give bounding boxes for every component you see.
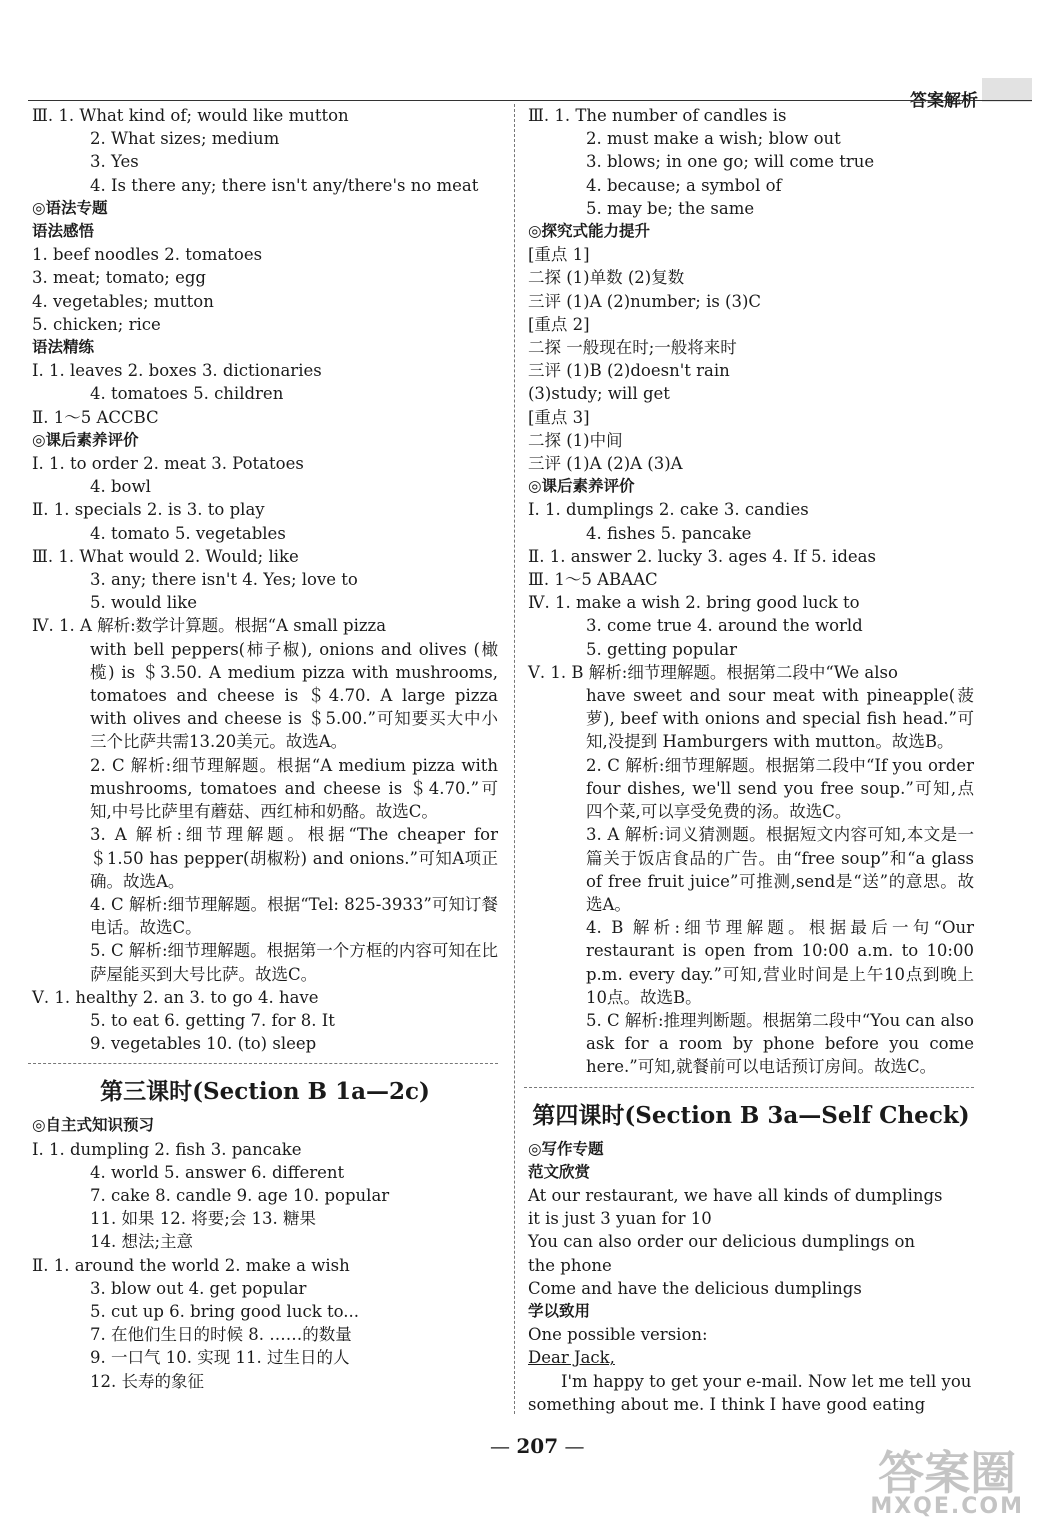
- right-column: [528, 104, 974, 1416]
- answer-line: 9. 一口气 10. 实现 11. 过生日的人: [90, 1348, 350, 1368]
- answer-line: 4. world 5. answer 6. different: [90, 1162, 345, 1182]
- answer-line: 12. 长寿的象征: [90, 1371, 204, 1391]
- answer-line: 9. vegetables 10. (to) sleep: [90, 1034, 317, 1054]
- answer-line: the phone: [528, 1255, 612, 1275]
- answer-line: Ⅲ. 1. The number of candles is: [528, 106, 787, 125]
- answer-line: Ⅲ. 1. What would 2. Would; like: [32, 546, 299, 566]
- explanation-paragraph: with bell peppers(柿子椒), onions and olives (橄榄) is ＄3.50. A medium pizza with mushrooms, tomatoes and cheese is ＄4.70. A large pizza with olives and cheese is ＄5.00.”可知要买大中小三个比萨共需13.20美元。故选A。: [90, 639, 498, 752]
- answer-line: 7. cake 8. candle 9. age 10. popular: [90, 1185, 390, 1205]
- explanation-paragraph: 5. C 解析:推理判断题。根据第二段中“You can also ask for a room by phone before you come here.”可知,就餐前可以电话预订房间。故选C。: [586, 1010, 974, 1077]
- answer-line: 2. must make a wish; blow out: [586, 129, 841, 149]
- section-separator: [28, 1063, 498, 1064]
- watermark-logo: [870, 1446, 1024, 1519]
- answer-line: [重点 3]: [528, 407, 590, 427]
- answer-line: Ⅴ. 1. healthy 2. an 3. to go 4. have: [32, 987, 319, 1007]
- answer-line: Ⅳ. 1. make a wish 2. bring good luck to: [528, 593, 860, 613]
- answer-line: You can also order our delicious dumplings on: [528, 1232, 916, 1252]
- explanation-paragraph: 4. B 解析:细节理解题。根据最后一句“Our restaurant is open from 10:00 a.m. to 10:00 p.m. every day.”可知,营业时间是上午10点到晚上10点。故选B。: [586, 918, 974, 1007]
- answer-line: 5. to eat 6. getting 7. for 8. It: [90, 1010, 335, 1030]
- answer-line: 4. tomatoes 5. children: [90, 384, 284, 404]
- watermark-text: 答案圈: [878, 1446, 1017, 1500]
- section-heading: 语法感悟: [32, 222, 95, 241]
- section-separator: [524, 1087, 974, 1088]
- answer-line: Ⅰ. 1. dumplings 2. cake 3. candies: [528, 500, 809, 520]
- letter-salutation: Dear Jack,: [528, 1348, 615, 1368]
- section-heading: ◎自主式知识预习: [32, 1116, 155, 1135]
- header-title: 答案解析: [910, 91, 978, 111]
- answer-line: 4. vegetables; mutton: [32, 291, 214, 311]
- answer-line: 3. blows; in one go; will come true: [586, 152, 875, 172]
- answer-line: 5. getting popular: [586, 639, 737, 659]
- answer-line: [重点 1]: [528, 245, 590, 265]
- answer-line: Ⅴ. 1. B 解析:细节理解题。根据第二段中“We also: [528, 662, 898, 682]
- section-heading: ◎写作专题: [528, 1139, 604, 1158]
- answer-line: At our restaurant, we have all kinds of dumplings: [528, 1185, 943, 1205]
- explanation-paragraph: 2. C 解析:细节理解题。根据第二段中“If you order four dishes, we'll send you free soup.”可知,点四个菜,可以享受免费的汤。故选C。: [586, 755, 974, 822]
- answer-line: Ⅱ. 1～5 ACCBC: [32, 407, 159, 427]
- answer-line: Ⅱ. 1. answer 2. lucky 3. ages 4. If 5. ideas: [528, 546, 876, 566]
- answer-line: 三评 (1)A (2)number; is (3)C: [528, 291, 762, 311]
- answer-line: 3. blow out 4. get popular: [90, 1278, 307, 1298]
- section-heading: 学以致用: [528, 1301, 591, 1320]
- section-heading: ◎探究式能力提升: [528, 222, 651, 241]
- section-heading: ◎课后素养评价: [32, 430, 139, 449]
- answer-line: (3)study; will get: [528, 384, 670, 404]
- letter-body: I'm happy to get your e-mail. Now let me tell you something about me. I think I have good eating: [528, 1371, 972, 1414]
- answer-line: 5. cut up 6. bring good luck to...: [90, 1301, 359, 1321]
- answer-line: 2. What sizes; medium: [90, 129, 280, 149]
- answer-line: 4. bowl: [90, 477, 151, 497]
- answer-line: it is just 3 yuan for 10: [528, 1209, 712, 1229]
- answer-line: Ⅰ. 1. dumpling 2. fish 3. pancake: [32, 1139, 302, 1159]
- explanation-paragraph: have sweet and sour meat with pineapple(菠萝), beef with onions and special fish head.”可知,没提到 Hamburgers with mutton。故选B。: [586, 686, 974, 752]
- lesson-title: 第三课时(Section B 1a—2c): [100, 1078, 430, 1106]
- explanation-paragraph: 5. C 解析:细节理解题。根据第一个方框的内容可知在比萨屋能买到大号比萨。故选C。: [90, 941, 498, 984]
- explanation-paragraph: 2. C 解析:细节理解题。根据“A medium pizza with mushrooms, tomatoes and cheese is ＄4.70.”可知,中号比萨里有蘑菇、西红柿和奶酪。故选C。: [90, 755, 498, 822]
- explanation-paragraph: 3. A 解析:细节理解题。根据“The cheaper for ＄1.50 has pepper(胡椒粉) and onions.”可知A项正确。故选A。: [90, 825, 498, 891]
- left-column: [32, 104, 498, 1393]
- lesson-title: 第四课时(Section B 3a—Self Check): [532, 1101, 970, 1129]
- answer-line: Come and have the delicious dumplings: [528, 1278, 862, 1298]
- answer-line: 3. come true 4. around the world: [586, 616, 863, 636]
- header-decor-box: [982, 78, 1032, 102]
- answer-line: 3. any; there isn't 4. Yes; love to: [90, 570, 358, 590]
- answer-line: Ⅲ. 1. What kind of; would like mutton: [32, 106, 349, 125]
- answer-line: 三评 (1)B (2)doesn't rain: [528, 361, 730, 381]
- answer-line: One possible version:: [528, 1325, 708, 1345]
- answer-line: 4. tomato 5. vegetables: [90, 523, 286, 543]
- answer-line: [重点 2]: [528, 314, 590, 334]
- answer-line: Ⅳ. 1. A 解析:数学计算题。根据“A small pizza: [32, 616, 387, 636]
- answer-line: 7. 在他们生日的时候 8. ……的数量: [90, 1325, 352, 1345]
- answer-line: 二探 一般现在时;一般将来时: [528, 338, 737, 358]
- answer-line: Ⅱ. 1. around the world 2. make a wish: [32, 1255, 350, 1275]
- answer-line: 二探 (1)单数 (2)复数: [528, 268, 685, 288]
- answer-line: 5. would like: [90, 593, 198, 613]
- section-heading: 范文欣赏: [528, 1162, 591, 1181]
- section-heading: ◎课后素养评价: [528, 477, 635, 496]
- answer-line: 三评 (1)A (2)A (3)A: [528, 454, 683, 474]
- answer-line: 14. 想法;主意: [90, 1232, 194, 1252]
- answer-line: 4. Is there any; there isn't any/there's no meat: [90, 175, 479, 195]
- answer-line: 5. may be; the same: [586, 198, 755, 218]
- explanation-paragraph: 3. A 解析:词义猜测题。根据短文内容可知,本文是一篇关于饭店食品的广告。由“free soup”和“a glass of free fruit juice”可推测,send是“送”的意思。故选A。: [586, 825, 974, 914]
- explanation-paragraph: 4. C 解析:细节理解题。根据“Tel: 825-3933”可知订餐电话。故选C。: [90, 894, 498, 938]
- section-heading: 语法精练: [32, 338, 95, 357]
- answer-line: Ⅰ. 1. leaves 2. boxes 3. dictionaries: [32, 361, 322, 381]
- answer-line: 1. beef noodles 2. tomatoes: [32, 245, 263, 265]
- answer-line: 3. Yes: [90, 152, 139, 172]
- answer-line: 11. 如果 12. 将要;会 13. 糖果: [90, 1209, 317, 1229]
- answer-line: Ⅰ. 1. to order 2. meat 3. Potatoes: [32, 454, 304, 474]
- answer-line: 4. fishes 5. pancake: [586, 523, 752, 543]
- answer-line: 二探 (1)中间: [528, 430, 623, 450]
- header-rule: [28, 100, 1032, 101]
- answer-line: Ⅱ. 1. specials 2. is 3. to play: [32, 500, 265, 520]
- page-number: — 207 —: [490, 1434, 584, 1458]
- watermark-url: MXQE.COM: [870, 1494, 1024, 1519]
- column-divider: [514, 104, 515, 1414]
- answer-line: Ⅲ. 1～5 ABAAC: [528, 570, 658, 590]
- section-heading: ◎语法专题: [32, 198, 108, 217]
- answer-line: 3. meat; tomato; egg: [32, 268, 206, 288]
- answer-line: 5. chicken; rice: [32, 314, 161, 334]
- answer-line: 4. because; a symbol of: [586, 175, 782, 195]
